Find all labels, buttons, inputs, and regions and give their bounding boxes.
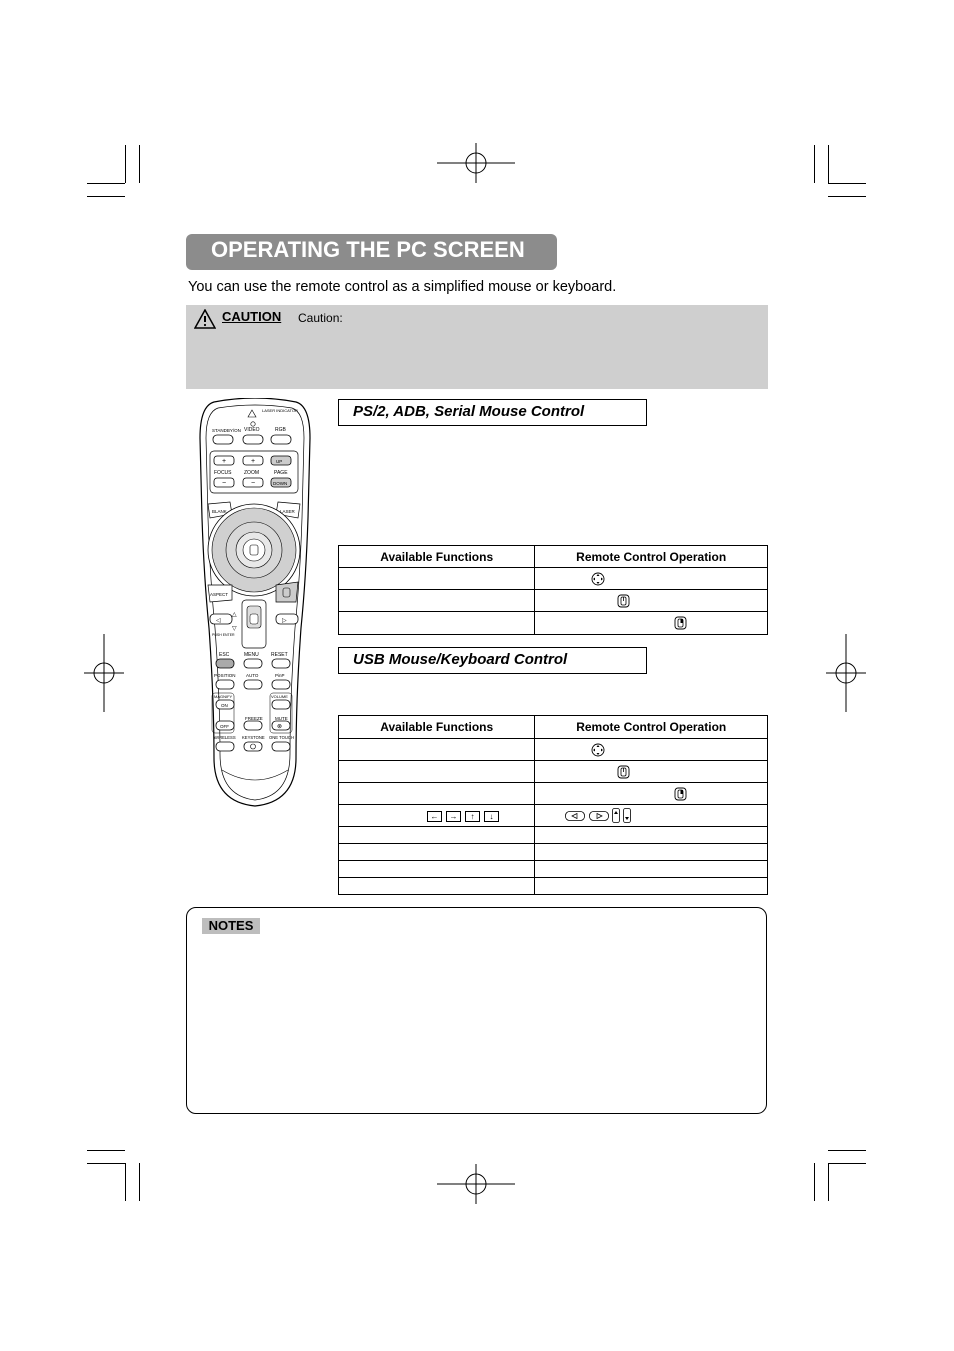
svg-text:KEYSTONE: KEYSTONE [242, 735, 265, 740]
down-arrow-key-icon: ↓ [484, 811, 499, 822]
svg-text:AUTO: AUTO [246, 673, 259, 678]
table-row [339, 783, 768, 805]
intro-text: You can use the remote control as a simplified mouse or keyboard. [188, 279, 617, 295]
svg-text:BLANK: BLANK [212, 509, 227, 514]
svg-text:RGB: RGB [275, 427, 286, 433]
left-arrow-key-icon: ← [427, 811, 442, 822]
registration-mark-right [826, 634, 866, 712]
svg-text:OFF: OFF [220, 724, 229, 729]
registration-mark-top [437, 143, 515, 183]
up-arrow-key-icon: ↑ [465, 811, 480, 822]
right-button-icon [589, 811, 609, 821]
svg-text:FREEZE: FREEZE [245, 716, 263, 721]
svg-text:ZOOM: ZOOM [244, 470, 259, 476]
registration-mark-left [84, 634, 124, 712]
section-heading-usb: USB Mouse/Keyboard Control [338, 647, 647, 674]
disc-pad-icon [591, 572, 605, 586]
caution-label: Caution: [298, 311, 343, 325]
table-row [339, 590, 768, 612]
svg-text:−: − [251, 480, 256, 487]
svg-text:+: + [251, 458, 256, 465]
svg-text:LASER: LASER [280, 509, 295, 514]
svg-text:FOCUS: FOCUS [214, 470, 232, 476]
page-title: OPERATING THE PC SCREEN [211, 237, 525, 262]
svg-text:ON: ON [221, 703, 228, 708]
remote-control-illustration [196, 398, 314, 808]
right-arrow-key-icon: → [446, 811, 461, 822]
registration-mark-bottom [437, 1164, 515, 1204]
table-row [339, 805, 768, 827]
col-header-functions: Available Functions [339, 546, 535, 568]
svg-text:VOLUME: VOLUME [271, 694, 288, 699]
svg-text:WIRELESS: WIRELESS [214, 735, 236, 740]
disc-pad-button-icon [617, 765, 630, 779]
notes-label: NOTES [202, 918, 260, 934]
col-header-operation: Remote Control Operation [535, 716, 768, 739]
svg-text:LASER INDICATOR: LASER INDICATOR [262, 408, 298, 413]
ps2-function-table [338, 545, 768, 635]
table-row [339, 739, 768, 761]
svg-text:MENU: MENU [244, 652, 259, 658]
svg-text:STANDBY/ON: STANDBY/ON [212, 428, 241, 433]
table-row [339, 844, 768, 861]
notes-box [186, 907, 767, 1114]
svg-text:▷: ▷ [282, 618, 287, 624]
up-button-icon [612, 808, 620, 823]
col-header-functions: Available Functions [339, 716, 535, 739]
warning-triangle-icon [194, 309, 216, 329]
svg-text:ONE TOUCH: ONE TOUCH [269, 735, 294, 740]
table-row [339, 761, 768, 783]
svg-text:ESC: ESC [219, 652, 230, 658]
svg-text:△: △ [232, 612, 237, 618]
svg-text:PinP: PinP [275, 673, 285, 678]
right-click-button-icon [674, 787, 687, 801]
disc-pad-button-icon [617, 594, 630, 608]
svg-text:⊗: ⊗ [277, 724, 283, 730]
svg-text:MAGNIFY: MAGNIFY [214, 694, 233, 699]
section-heading-ps2: PS/2, ADB, Serial Mouse Control [338, 399, 647, 426]
table-row [339, 612, 768, 635]
svg-text:VIDEO: VIDEO [244, 427, 260, 433]
svg-text:▽: ▽ [232, 626, 237, 632]
table-row [339, 878, 768, 895]
table-row [339, 861, 768, 878]
disc-pad-icon [591, 743, 605, 757]
table-row [339, 568, 768, 590]
svg-text:DOWN: DOWN [273, 481, 288, 486]
down-button-icon [623, 808, 631, 823]
left-button-icon [565, 811, 585, 821]
svg-text:MUTE: MUTE [275, 716, 288, 721]
caution-heading: CAUTION [222, 309, 282, 324]
svg-text:◁: ◁ [216, 618, 221, 624]
usb-function-table [338, 715, 768, 895]
svg-text:PAGE: PAGE [274, 470, 288, 476]
right-click-button-icon [674, 616, 687, 630]
svg-text:UP: UP [276, 459, 283, 464]
svg-text:POSITION: POSITION [214, 673, 236, 678]
svg-text:ASPECT: ASPECT [210, 592, 229, 597]
table-row [339, 827, 768, 844]
col-header-operation: Remote Control Operation [535, 546, 768, 568]
svg-text:−: − [222, 480, 227, 487]
svg-text:PUSH ENTER: PUSH ENTER [212, 633, 235, 637]
svg-text:+: + [222, 458, 227, 465]
svg-text:RESET: RESET [271, 652, 288, 658]
